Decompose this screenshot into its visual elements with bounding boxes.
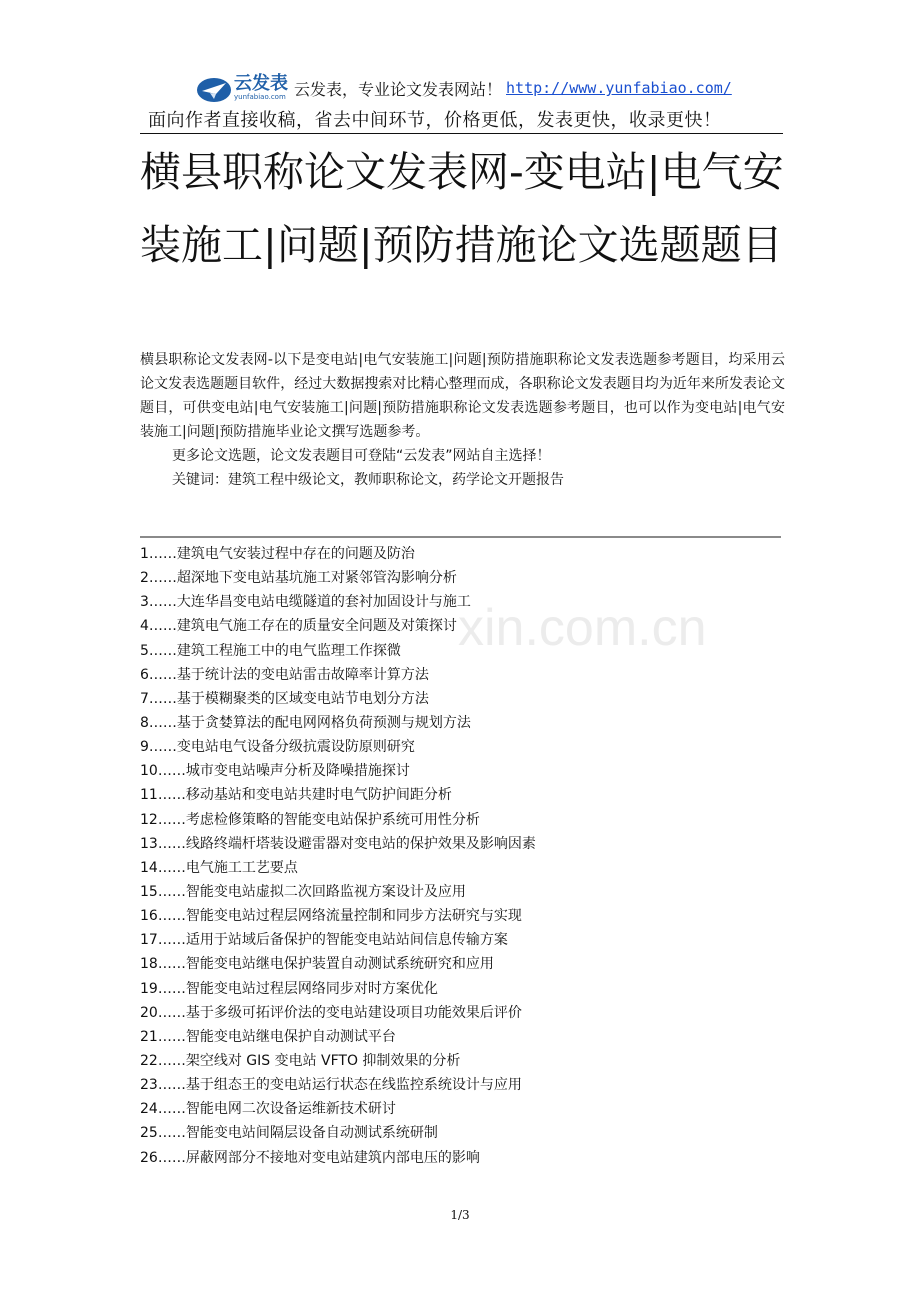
list-item: 9……变电站电气设备分级抗震设防原则研究 [140, 739, 415, 756]
intro-section [140, 348, 785, 492]
list-item: 19……智能变电站过程层网络同步对时方案优化 [140, 980, 438, 997]
watermark: xin.com.cn [458, 599, 707, 657]
topic-list [140, 542, 536, 1170]
list-item: 6……基于统计法的变电站雷击故障率计算方法 [140, 666, 429, 683]
site-slogan: 面向作者直接收稿，省去中间环节，价格更低，发表更快，收录更快！ [148, 110, 722, 131]
list-item: 11……移动基站和变电站共建时电气防护间距分析 [140, 787, 452, 804]
more-topics-note: 更多论文选题，论文发表题目可登陆“云发表”网站自主选择！ [172, 448, 551, 464]
intro-paragraph: 横县职称论文发表网-以下是变电站|电气安装施工|问题|预防措施职称论文发表选题参考题目，均采用云论文发表选题题目软件，经过大数据搜索对比精心整理而成，各职称论文发表题目均为近年来所发表论文题目，可供变电站|电气安装施工|问题|预防措施职称论文发表选题参考题目，也可以作为变电站|电气安装施工|问题|预防措施毕业论文撰写选题参考。 [140, 352, 785, 440]
list-divider [140, 536, 781, 538]
list-item: 24……智能电网二次设备运维新技术研讨 [140, 1101, 396, 1118]
list-item: 21……智能变电站继电保护自动测试平台 [140, 1028, 396, 1045]
list-item: 26……屏蔽网部分不接地对变电站建筑内部电压的影响 [140, 1149, 480, 1166]
list-item: 13……线路终端杆塔装设避雷器对变电站的保护效果及影响因素 [140, 835, 536, 852]
list-item: 3……大连华昌变电站电缆隧道的套衬加固设计与施工 [140, 594, 471, 611]
list-item: 17……适用于站域后备保护的智能变电站站间信息传输方案 [140, 932, 508, 949]
logo-domain: yunfabiao.com [234, 92, 286, 101]
list-item: 18……智能变电站继电保护装置自动测试系统研究和应用 [140, 956, 494, 973]
list-item: 12……考虑检修策略的智能变电站保护系统可用性分析 [140, 811, 480, 828]
list-item: 1……建筑电气安装过程中存在的问题及防治 [140, 546, 415, 562]
site-tagline: 云发表，专业论文发表网站！ [294, 79, 503, 99]
list-item: 22……架空线对 GIS 变电站 VFTO 抑制效果的分析 [140, 1052, 461, 1069]
list-item: 7……基于模糊聚类的区域变电站节电划分方法 [140, 690, 429, 707]
list-item: 14……电气施工工艺要点 [140, 859, 298, 876]
list-item: 2……超深地下变电站基坑施工对紧邻管沟影响分析 [140, 570, 457, 587]
logo-name: 云发表 [234, 72, 288, 94]
list-item: 10……城市变电站噪声分析及降噪措施探讨 [140, 763, 410, 780]
logo [196, 73, 288, 103]
cloud-plane-icon [196, 73, 232, 103]
page-number: 1/3 [450, 1208, 470, 1222]
list-item: 5……建筑工程施工中的电气监理工作探微 [140, 642, 401, 659]
list-item: 23……基于组态王的变电站运行状态在线监控系统设计与应用 [140, 1077, 522, 1094]
header-divider [140, 133, 783, 134]
list-item: 15……智能变电站虚拟二次回路监视方案设计及应用 [140, 883, 466, 900]
site-link[interactable]: http://www.yunfabiao.com/ [506, 79, 732, 97]
list-item: 4……建筑电气施工存在的质量安全问题及对策探讨 [140, 618, 457, 635]
list-item: 20……基于多级可拓评价法的变电站建设项目功能效果后评价 [140, 1004, 522, 1021]
list-item: 25……智能变电站间隔层设备自动测试系统研制 [140, 1125, 438, 1142]
document-title: 横县职称论文发表网-变电站|电气安装施工|问题|预防措施论文选题题目 [140, 148, 784, 269]
site-header [196, 70, 732, 106]
list-item: 16……智能变电站过程层网络流量控制和同步方法研究与实现 [140, 908, 522, 925]
keywords-line: 关键词：建筑工程中级论文，教师职称论文，药学论文开题报告 [172, 472, 564, 488]
list-item: 8……基于贪婪算法的配电网网格负荷预测与规划方法 [140, 714, 471, 731]
